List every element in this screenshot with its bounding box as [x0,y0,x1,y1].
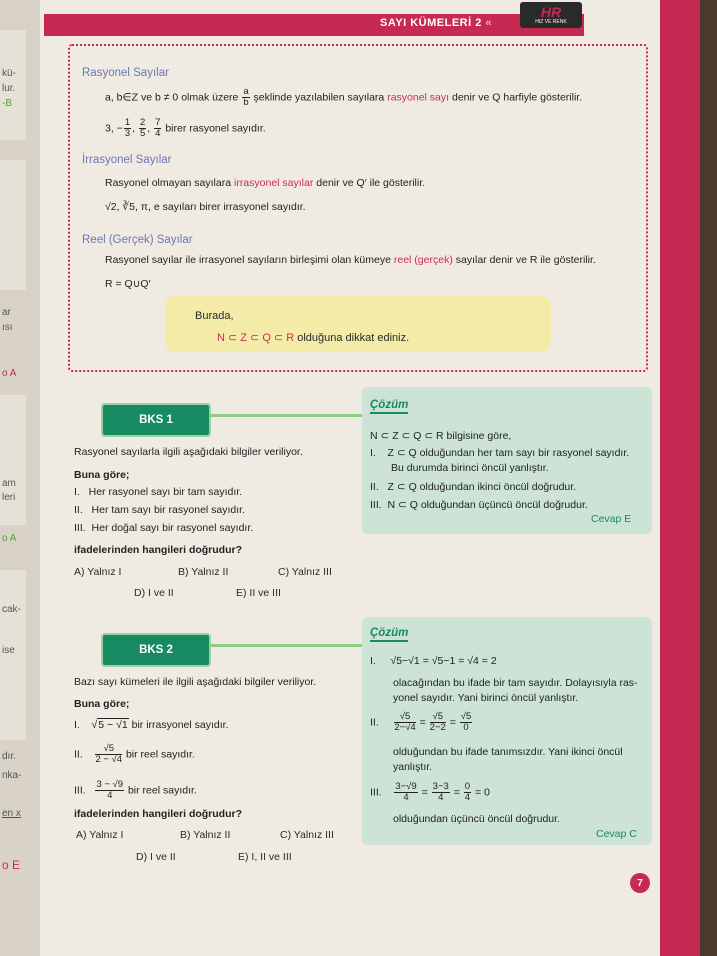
note-box [165,296,551,352]
edge-fragment: nka- [2,770,22,781]
question-2-intro: Buna göre; [74,698,130,710]
question-2-option-a[interactable]: A) Yalnız I [76,829,124,841]
rational-definition: a, b∈Z ve b ≠ 0 olmak üzere $\frac{a}{b}$ şeklinde yazılabilen sayılara rasyonel sayı denir ve Q harfiyle gösterilir. [105,86,583,108]
question-2-option-b[interactable]: B) Yalnız II [180,829,231,841]
solution-2-text: olduğundan bu ifade tanımsızdır. Yani ikinci öncül [393,746,623,758]
solution-2-step-2: II. $\frac{√5}{2-√4}$ = $\frac{√5}{2-2}$ = $\frac{√5}{0}$ [370,711,472,733]
question-2-item: III. $\frac{3 - √9}{4}$ bir reel sayıdır. [74,779,197,801]
page-right-border [660,0,700,956]
question-1-stem: Rasyonel sayılarla ilgili aşağıdaki bilgiler veriliyor. [74,446,303,458]
fraction-a-over-b: $\frac{a}{b}$ [243,86,249,108]
question-2-stem: Bazı sayı kümeleri ile ilgili aşağıdaki bilgiler veriliyor. [74,676,317,688]
question-1-item: I. Her rasyonel sayı bir tam sayıdır. [74,486,243,498]
solution-2-step-3: III. $\frac{3-√9}{4}$ = $\frac{3-3}{4}$ = $\frac{0}{4}$ = 0 [370,781,490,803]
real-formula: R = Q∪Q′ [105,278,151,290]
question-1-item: II. Her tam sayı bir rasyonel sayıdır. [74,504,246,516]
question-1-item: III. Her doğal sayı bir rasyonel sayıdır. [74,522,254,534]
solution-1-line: N ⊂ Z ⊂ Q ⊂ R bilgisine göre, [370,430,512,442]
edge-fragment: kü- [2,68,16,79]
note-text: N ⊂ Z ⊂ Q ⊂ R olduğuna dikkat ediniz. [217,332,410,344]
real-title: Reel (Gerçek) Sayılar [82,234,193,246]
real-definition: Rasyonel sayılar ile irrasyonel sayıların birleşimi olan kümeye reel (gerçek) sayılar denir ve R ile gösterilir. [105,254,596,266]
edge-fragment: am [2,478,16,489]
edge-fragment: dır. [2,751,16,762]
question-1-label: BKS 1 [101,403,211,437]
edge-fragment: ise [2,645,15,656]
solution-2-text: yonel sayıdır. Yani birinci öncül yanlıştır. [393,692,579,704]
question-1-question: ifadelerinden hangileri doğrudur? [74,544,243,556]
question-1-option-c[interactable]: C) Yalnız III [278,566,332,578]
solution-2-text: yanlıştır. [393,761,433,773]
question-2-label: BKS 2 [101,633,211,667]
previous-page-edge [0,0,40,956]
edge-fragment: cak- [2,604,21,615]
question-2-question: ifadelerinden hangileri doğrudur? [74,808,243,820]
edge-fragment: leri [2,492,16,503]
solution-1-line: Bu durumda birinci öncül yanlıştır. [391,462,549,474]
question-1-option-b[interactable]: B) Yalnız II [178,566,229,578]
solution-2-text: olacağından bu ifade bir tam sayıdır. Dolayısıyla ras- [393,677,638,689]
publisher-logo: HR HIZ VE RENK [520,2,582,28]
solution-1-title: Çözüm [370,399,408,414]
question-1-option-e[interactable]: E) II ve III [236,587,281,599]
edge-fragment: o E [2,858,21,872]
irrational-title: İrrasyonel Sayılar [82,154,172,166]
question-1-rule [210,414,362,417]
question-1-option-d[interactable]: D) I ve II [134,587,174,599]
solution-1-line: II. Z ⊂ Q olduğundan ikinci öncül doğrudur. [370,481,577,493]
page-number: 7 [630,873,650,893]
edge-fragment: o A [2,368,17,379]
question-2-item: II. $\frac{√5}{2 - √4}$ bir reel sayıdır. [74,743,195,765]
header-title: SAYI KÜMELERİ 2 « [380,17,493,29]
edge-fragment: ar [2,307,11,318]
question-2-option-d[interactable]: D) I ve II [136,851,176,863]
solution-1-line: III. N ⊂ Q olduğundan üçüncü öncül doğrudur. [370,499,588,511]
solution-2-title: Çözüm [370,627,408,642]
edge-fragment: ısı [2,322,13,333]
question-2-rule [210,644,362,647]
question-2-item: I. √5 − √1 bir irrasyonel sayıdır. [74,719,229,731]
header-bar [44,14,584,36]
rational-title: Rasyonel Sayılar [82,67,169,79]
question-2-option-c[interactable]: C) Yalnız III [280,829,334,841]
solution-1-line: I. Z ⊂ Q olduğundan her tam sayı bir rasyonel sayıdır. [370,447,630,459]
edge-fragment: en x [2,808,21,819]
edge-fragment: -B [2,98,12,109]
irrational-examples: √2, ∛5, π, e sayıları birer irrasyonel sayıdır. [105,201,306,213]
solution-1-answer: Cevap E [591,513,632,525]
note-title: Burada, [195,310,234,322]
question-1-option-a[interactable]: A) Yalnız I [74,566,122,578]
solution-2-step-1: I. √5−√1 = √5−1 = √4 = 2 [370,655,497,667]
irrational-definition: Rasyonel olmayan sayılara irrasyonel sayılar denir ve Q′ ile gösterilir. [105,177,426,189]
question-2-option-e[interactable]: E) I, II ve III [238,851,292,863]
edge-fragment: lur. [2,83,16,94]
edge-fragment: o A [2,533,17,544]
rational-examples: 3, − $\frac{1}{3}$ , $\frac{2}{5}$ , $\frac{7}{4}$ birer rasyonel sayıdır. [105,117,266,139]
solution-2-answer: Cevap C [596,828,637,840]
question-1-intro: Buna göre; [74,469,130,481]
solution-2-text: olduğundan üçüncü öncül doğrudur. [393,813,560,825]
